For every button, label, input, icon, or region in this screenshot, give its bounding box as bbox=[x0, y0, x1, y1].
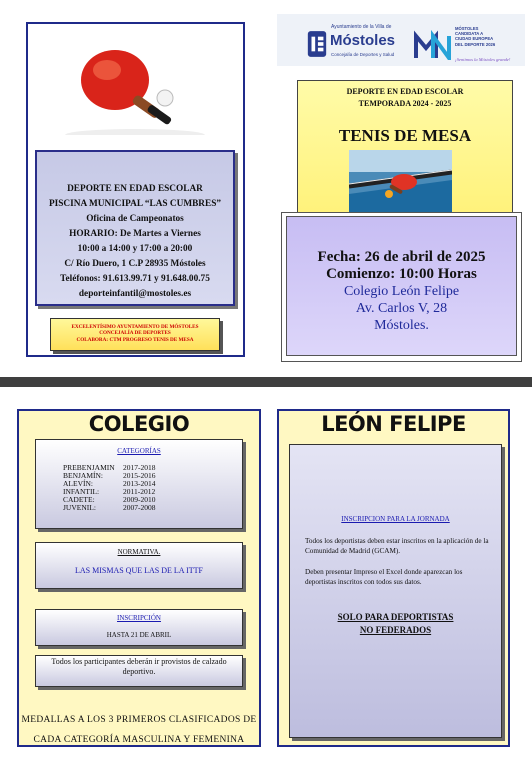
category-row: BENJAMÍN: 2015-2016 bbox=[63, 471, 156, 480]
rules-title: NORMATIVA. bbox=[117, 548, 161, 556]
registration-info-card bbox=[289, 444, 502, 738]
sport-title: TENIS DE MESA bbox=[338, 126, 472, 145]
category-row: ALEVÍN: 2013-2014 bbox=[63, 479, 156, 488]
category-row: INFANTIL: 2011-2012 bbox=[63, 487, 156, 496]
mostoles-logo-top-text: Ayuntamiento de la Villa de bbox=[331, 24, 392, 30]
info-line: Oficina de Campeonatos bbox=[86, 214, 184, 224]
categories-title: CATEGORÍAS bbox=[117, 447, 161, 455]
category-row: JUVENIL: 2007-2008 bbox=[63, 503, 156, 512]
divider-band bbox=[0, 377, 532, 387]
medals-text: MEDALLAS A LOS 3 PRIMEROS CLASIFICADOS DE CADA CATEGORÍA MASCULINA Y FEMENINA bbox=[21, 715, 257, 745]
organizer-line: CONCEJALÍA DE DEPORTES bbox=[99, 330, 171, 337]
season-heading: DEPORTE EN EDAD ESCOLAR TEMPORADA 2024 - 2025 bbox=[346, 87, 464, 108]
mostoles-logo-name: Móstoles bbox=[330, 32, 396, 49]
left-page-title: COLEGIO bbox=[88, 412, 190, 436]
table-tennis-photo bbox=[349, 150, 452, 216]
event-venue: Colegio León Felipe bbox=[343, 284, 460, 299]
event-details-box bbox=[286, 216, 517, 356]
category-row: PREBENJAMIN 2017-2018 bbox=[63, 463, 156, 472]
info-line: 10:00 a 14:00 y 17:00 a 20:00 bbox=[77, 244, 193, 254]
info-line: HORARIO: De Martes a Viernes bbox=[69, 229, 201, 239]
info-line: C/ Río Duero, 1 C.P 28935 Móstoles bbox=[64, 259, 206, 269]
organizer-line: COLABORA: CTM PROGRESO TENIS DE MESA bbox=[76, 336, 194, 343]
registration-title: INSCRIPCIÓN bbox=[117, 614, 161, 622]
registration-paragraph: Todos los deportistas deben estar inscritos en la aplicación de la Comunidad de Madrid (GCAM). bbox=[305, 537, 489, 555]
event-start-time: Comienzo: 10:00 Horas bbox=[326, 266, 477, 282]
mn-candidate-text: MÓSTOLES CANDIDATA A CIUDAD EUROPEA DEL DEPORTE 2026 bbox=[455, 26, 496, 47]
info-email: deporteinfantil@mostoles.es bbox=[78, 289, 192, 299]
registration-deadline: HASTA 21 DE ABRIL bbox=[106, 631, 172, 639]
ping-pong-paddle-icon bbox=[55, 40, 215, 135]
organizer-line: EXCELENTÍSIMO AYUNTAMIENTO DE MÓSTOLES bbox=[71, 324, 199, 330]
event-address: Av. Carlos V, 28 bbox=[355, 301, 448, 316]
mn-slogan: ¡Sentimos la Móstoles grande! bbox=[455, 57, 511, 62]
footwear-text: Todos los participantes deberán ir provistos de calzado deportivo. bbox=[51, 657, 227, 676]
organizers-box bbox=[50, 318, 220, 351]
info-line: DEPORTE EN EDAD ESCOLAR bbox=[67, 184, 203, 194]
right-page-title: LEÓN FELIPE bbox=[321, 412, 466, 436]
event-city: Móstoles. bbox=[374, 318, 429, 333]
office-info-box bbox=[35, 150, 235, 306]
rules-text: LAS MISMAS QUE LAS DE LA ITTF bbox=[74, 566, 203, 575]
categories-list bbox=[63, 464, 156, 512]
session-registration-title: INSCRIPCION PARA LA JORNADA bbox=[341, 515, 450, 523]
mostoles-shield-icon bbox=[306, 26, 328, 62]
mostoles-logo-subtitle: Concejalía de Deportes y Salud bbox=[331, 52, 395, 57]
non-federated-note: SOLO PARA DEPORTISTAS NO FEDERADOS bbox=[337, 612, 454, 635]
event-date: Fecha: 26 de abril de 2025 bbox=[317, 249, 486, 265]
category-row: CADETE: 2009-2010 bbox=[63, 495, 156, 504]
info-line: Teléfonos: 91.613.99.71 y 91.648.00.75 bbox=[60, 274, 210, 284]
info-line: PISCINA MUNICIPAL “LAS CUMBRES” bbox=[48, 199, 222, 209]
mn-candidate-logo-icon bbox=[413, 30, 453, 60]
registration-paragraph: Deben presentar Impreso el Excel donde aparezcan los deportistas inscritos con todos sus datos. bbox=[305, 568, 463, 586]
